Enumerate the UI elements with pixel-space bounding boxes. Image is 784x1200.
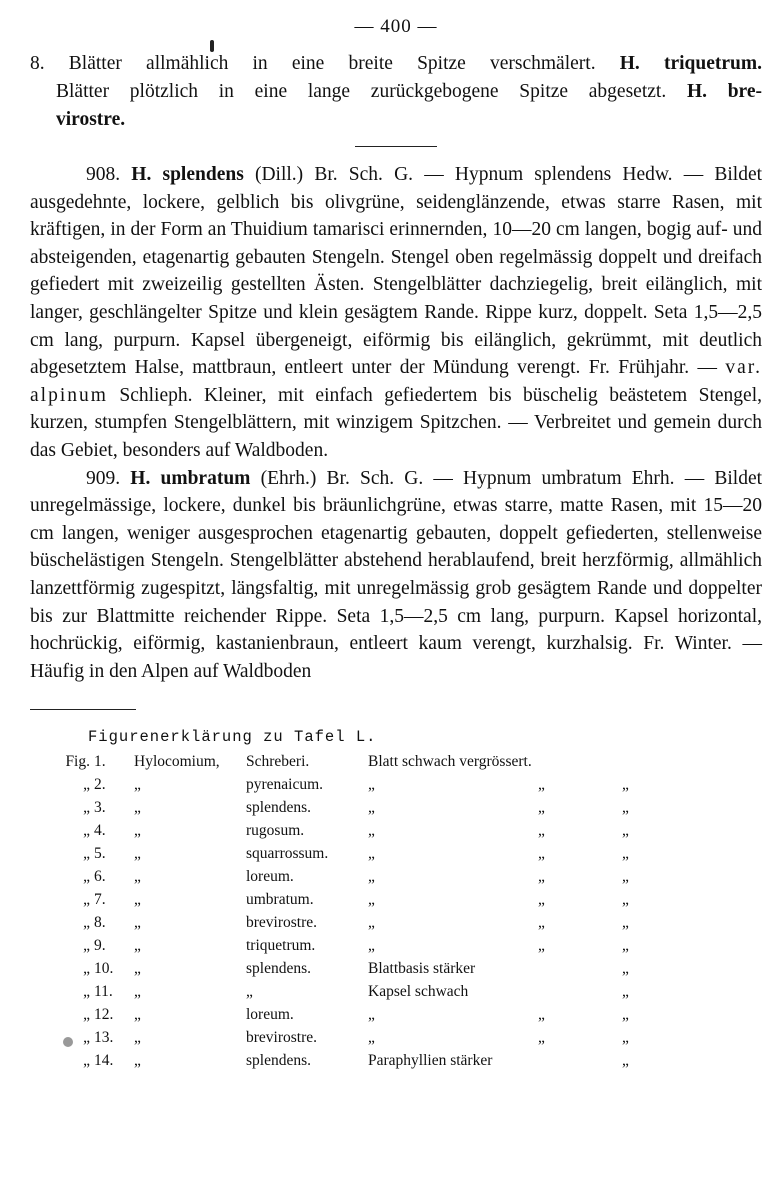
fig-part: „ [368,822,375,840]
entry-909 [30,465,762,686]
figure-legend-row [30,934,762,957]
fig-genus: „ [134,891,141,909]
fig-species: splendens. [246,1052,312,1070]
fig-prefix: Fig. [65,753,90,771]
fig-ditto-2: „ [622,960,629,978]
fig-species: brevirostre. [246,1029,318,1047]
fig-part: Paraphyllien stärker [368,1052,493,1070]
fig-species: squarrossum. [246,845,329,863]
key-line-3 [30,106,762,134]
entry-908 [30,161,762,465]
fig-part: „ [368,776,375,794]
key-text-1: 8. Blätter allmählich in eine breite Spitze verschmälert. [30,53,596,74]
fig-genus: Hylocomium, [134,753,220,771]
fig-prefix: „ [83,1006,90,1024]
fig-species: pyrenaicum. [246,776,324,794]
figure-legend-row [30,750,762,773]
fig-ditto-2: „ [622,868,629,886]
species-name: H. umbratum [130,467,251,489]
fig-number: 10. [94,960,114,978]
figure-legend-row [30,980,762,1003]
fig-part: „ [368,1029,375,1047]
identification-key [30,50,762,134]
fig-number: 7. [94,891,106,909]
fig-part: „ [368,891,375,909]
entry-number: 909. [86,467,121,489]
species-description: Bildet ausgedehnte, lockere, gelblich bis olivgrüne, seidenglänzende, etwas starre Rasen, mit kräftigen, in der Form an Thuidium tamarisci erinnernden, 10—20 cm langen, bogig auf- und absteigenden, etagenartig gebauten Stengeln. Stengel oben regelmässig doppelt und dreifach gefiedert mit zweizeilig gestellten Ästen. Stengelblätter dachziegelig, breit eilänglich, mit langer, geschlängelter Spitze und klein gesägtem Rande. Rippe kurz, doppelt. Seta 1,5—2,5 cm lang, purpurn. Kapsel übergeneigt, eiförmig bis eilänglich, gekrümmt, mit deutlich abgesetztem Halse, mattbraun, entleert unter der Mündung verengt. Fr. Frühjahr. — [30,164,763,379]
fig-species: splendens. [246,799,312,817]
fig-prefix: „ [83,776,90,794]
key-taxon-triquetrum: H. triquetrum. [619,53,763,74]
species-synonym: — Hypnum splendens Hedw. — [424,164,704,185]
fig-part: „ [368,914,375,932]
footnote-rule [30,709,136,710]
variety-name: var. alpinum [30,357,763,406]
figure-legend-row [30,865,762,888]
fig-prefix: „ [83,845,90,863]
section-separator [355,146,437,147]
fig-ditto-1: „ [538,937,545,955]
key-text-2: Blätter plötzlich in eine lange zurückgebogene Spitze abgesetzt. [56,81,667,102]
fig-genus: „ [134,1029,141,1047]
fig-part: Blattbasis stärker [368,960,476,978]
figure-legend-row [30,957,762,980]
fig-ditto-2: „ [622,937,629,955]
figure-legend-row [30,1003,762,1026]
fig-part: Blatt schwach vergrössert. [368,753,532,771]
fig-species: rugosum. [246,822,305,840]
fig-ditto-1: „ [538,776,545,794]
fig-ditto-1: „ [538,799,545,817]
key-taxon-brevirostre-b: virostre. [56,109,126,130]
fig-number: 4. [94,822,106,840]
key-taxon-brevirostre-a: H. bre- [686,81,763,102]
fig-genus: „ [134,822,141,840]
fig-ditto-1: „ [538,868,545,886]
figure-legend-row [30,911,762,934]
key-line-1 [30,50,762,78]
fig-prefix: „ [83,822,90,840]
fig-genus: „ [134,1006,141,1024]
fig-number: 8. [94,914,106,932]
fig-species: umbratum. [246,891,314,909]
fig-ditto-2: „ [622,1006,629,1024]
fig-ditto-2: „ [622,1052,629,1070]
fig-prefix: „ [83,1029,90,1047]
fig-genus: „ [134,776,141,794]
fig-species: loreum. [246,1006,294,1024]
fig-part: „ [368,1006,375,1024]
fig-part: Kapsel schwach [368,983,469,1001]
book-page [30,12,762,1072]
figure-legend-row [30,773,762,796]
fig-part: „ [368,937,375,955]
fig-part: „ [368,799,375,817]
fig-number: 14. [94,1052,114,1070]
fig-number: 5. [94,845,106,863]
fig-ditto-1: „ [538,1006,545,1024]
fig-prefix: „ [83,937,90,955]
fig-part: „ [368,868,375,886]
fig-part: „ [368,845,375,863]
figure-legend-row [30,888,762,911]
fig-prefix: „ [83,868,90,886]
fig-number: 2. [94,776,106,794]
fig-species: Schreberi. [246,753,310,771]
fig-genus: „ [134,799,141,817]
fig-genus: „ [134,1052,141,1070]
fig-number: 3. [94,799,106,817]
fig-genus: „ [134,983,141,1001]
figure-legend-row [30,1026,762,1049]
fig-prefix: „ [83,983,90,1001]
fig-ditto-1: „ [538,1029,545,1047]
figure-legend-row [30,842,762,865]
fig-number: 9. [94,937,106,955]
variety-description: Schlieph. Kleiner, mit einfach gefiedertem bis büschelig beästetem Stengel, kurzen, stumpfen Stengelblättern, mit winzigem Spitzchen. — Verbreitet und gemein durch das Gebiet, besonders auf Waldboden. [30,384,762,461]
fig-prefix: „ [83,799,90,817]
fig-prefix: „ [83,960,90,978]
fig-species: splendens. [246,960,312,978]
fig-ditto-2: „ [622,891,629,909]
fig-ditto-1: „ [538,822,545,840]
fig-prefix: „ [83,891,90,909]
species-description: — Hypnum umbratum Ehrh. — Bildet unregelmässige, lockere, dunkel bis bräunlichgrüne, etwas starre, matte Rasen, mit 15—20 cm langen, weniger ausgesprochen etagenartig gebauten, doppelt gefiederten, stellenweise büschelästigen Stengeln. Stengelblätter abstehend herablaufend, breit herzförmig, allmählich lanzettförmig zugespitzt, längsfaltig, mit unregelmässig grob gesägtem Rande und doppelter bis zur Blattmitte reichender Rippe. Seta 1,5—2,5 cm lang, purpurn. Kapsel horizontal, hochrückig, eiförmig, kastanienbraun, entleert kaum verengt, kurzhalsig. Fr. Winter. — Häufig in den Alpen auf Waldboden [30,467,763,682]
fig-ditto-2: „ [622,845,629,863]
species-name: H. splendens [131,164,244,185]
fig-species: triquetrum. [246,937,316,955]
fig-ditto-1: „ [538,845,545,863]
figure-legend-row [30,796,762,819]
page-number: — 400 — [354,16,438,37]
fig-genus: „ [134,937,141,955]
fig-genus: „ [134,914,141,932]
fig-ditto-2: „ [622,776,629,794]
fig-number: 12. [94,1006,114,1024]
fig-ditto-2: „ [622,822,629,840]
fig-number: 13. [94,1029,114,1047]
entry-number: 908. [86,164,121,185]
fig-prefix: „ [83,1052,90,1070]
fig-ditto-1: „ [538,914,545,932]
species-author: (Dill.) Br. Sch. G. [254,164,414,185]
species-author: (Ehrh.) Br. Sch. G. [260,467,424,489]
figure-legend-row [30,819,762,842]
fig-number: 6. [94,868,106,886]
fig-species: brevirostre. [246,914,318,932]
figure-legend-table [30,750,762,1072]
fig-ditto-2: „ [622,983,629,1001]
fig-species: loreum. [246,868,294,886]
fig-ditto-2: „ [622,914,629,932]
fig-species: „ [246,983,253,1001]
figure-caption: Figurenerklärung zu Tafel L. [88,728,377,747]
fig-genus: „ [134,960,141,978]
fig-ditto-2: „ [622,799,629,817]
fig-genus: „ [134,845,141,863]
fig-genus: „ [134,868,141,886]
species-descriptions [30,161,762,685]
fig-number: 11. [94,983,113,1001]
figure-legend-row [30,1049,762,1072]
fig-ditto-1: „ [538,891,545,909]
key-line-2 [30,78,762,106]
fig-number: 1. [94,753,106,771]
fig-prefix: „ [83,914,90,932]
fig-ditto-2: „ [622,1029,629,1047]
